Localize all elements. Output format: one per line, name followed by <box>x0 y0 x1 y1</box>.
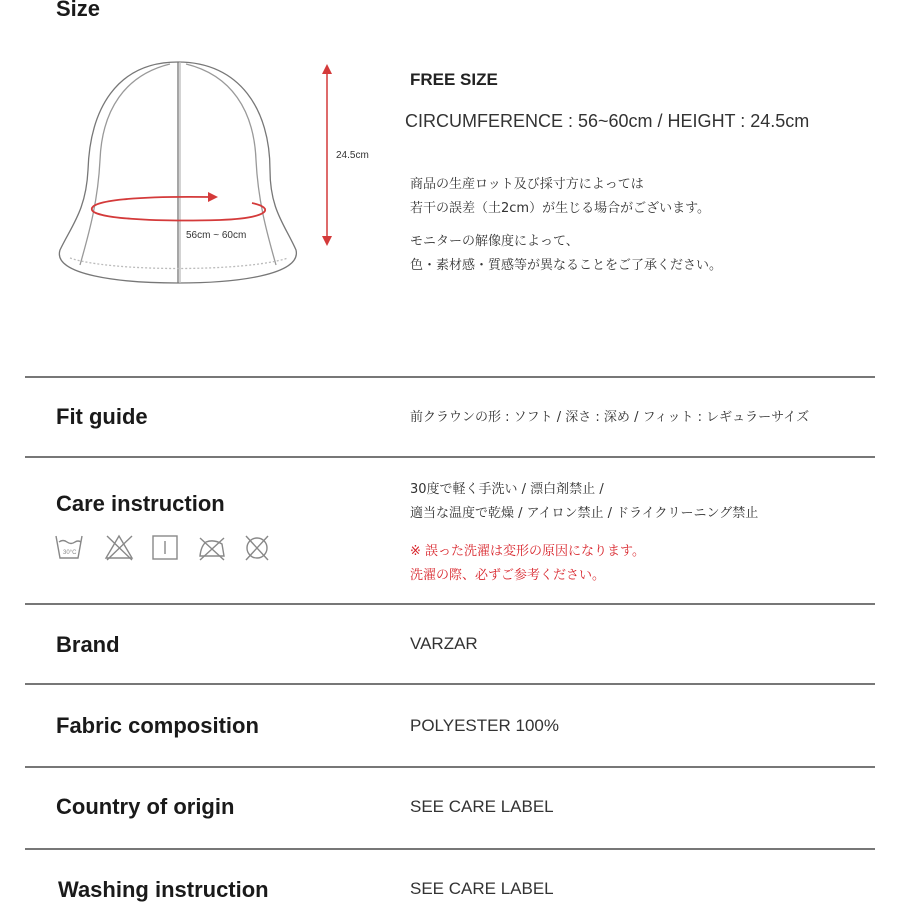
care-icons <box>54 532 284 564</box>
section-title: Size <box>56 0 101 21</box>
brand-value: VARZAR <box>410 634 478 653</box>
warning-line: ※ 誤った洗濯は変形の原因になります。 <box>410 544 645 559</box>
size-note-2 <box>410 230 722 278</box>
height-arrow <box>322 64 332 246</box>
note-line: 色・素材感・質感等が異なることをご了承ください。 <box>410 258 723 273</box>
fit-guide-label: Fit guide <box>56 404 148 429</box>
brand-label: Brand <box>56 632 120 657</box>
size-measurements: CIRCUMFERENCE : 56~60cm / HEIGHT : 24.5cm <box>405 111 810 131</box>
fabric-composition-value: POLYESTER 100% <box>410 716 559 735</box>
divider <box>25 603 875 605</box>
country-of-origin-value: SEE CARE LABEL <box>410 797 554 816</box>
care-line: 適当な温度で乾燥 / アイロン禁止 / ドライクリーニング禁止 <box>410 506 759 521</box>
care-line: 30度で軽く手洗い / 漂白剤禁止 / <box>410 482 604 497</box>
washing-instruction-value: SEE CARE LABEL <box>410 879 554 898</box>
care-instruction-label: Care instruction <box>56 491 225 516</box>
care-warning <box>410 540 645 588</box>
washing-instruction-label: Washing instruction <box>58 877 269 902</box>
divider <box>25 766 875 768</box>
care-instruction-value <box>410 478 758 526</box>
no-dry-clean-icon <box>246 536 268 560</box>
size-note-1 <box>410 173 710 221</box>
no-bleach-icon <box>106 536 132 560</box>
dry-icon <box>153 536 177 559</box>
fit-guide-value: 前クラウンの形 : ソフト / 深さ : 深め / フィット : レギュラーサイズ <box>410 410 810 425</box>
warning-line: 洗濯の際、必ずご参考ください。 <box>410 568 606 583</box>
note-line: 商品の生産ロット及び採寸方によっては <box>410 177 644 192</box>
hand-wash-30-icon <box>56 536 82 558</box>
svg-text:30°C: 30°C <box>63 550 77 556</box>
divider <box>25 683 875 685</box>
divider <box>25 456 875 458</box>
height-label: 24.5cm <box>336 150 369 161</box>
circumference-label: 56cm ~ 60cm <box>186 230 247 241</box>
note-line: 若干の誤差（土2cm）が生じる場合がございます。 <box>410 201 711 216</box>
hat-outline <box>59 62 296 283</box>
no-iron-icon <box>200 538 224 560</box>
note-line: モニターの解像度によって、 <box>410 234 579 249</box>
divider <box>25 376 875 378</box>
divider <box>25 848 875 850</box>
size-title: FREE SIZE <box>410 70 498 89</box>
fabric-composition-label: Fabric composition <box>56 713 259 738</box>
country-of-origin-label: Country of origin <box>56 794 235 819</box>
